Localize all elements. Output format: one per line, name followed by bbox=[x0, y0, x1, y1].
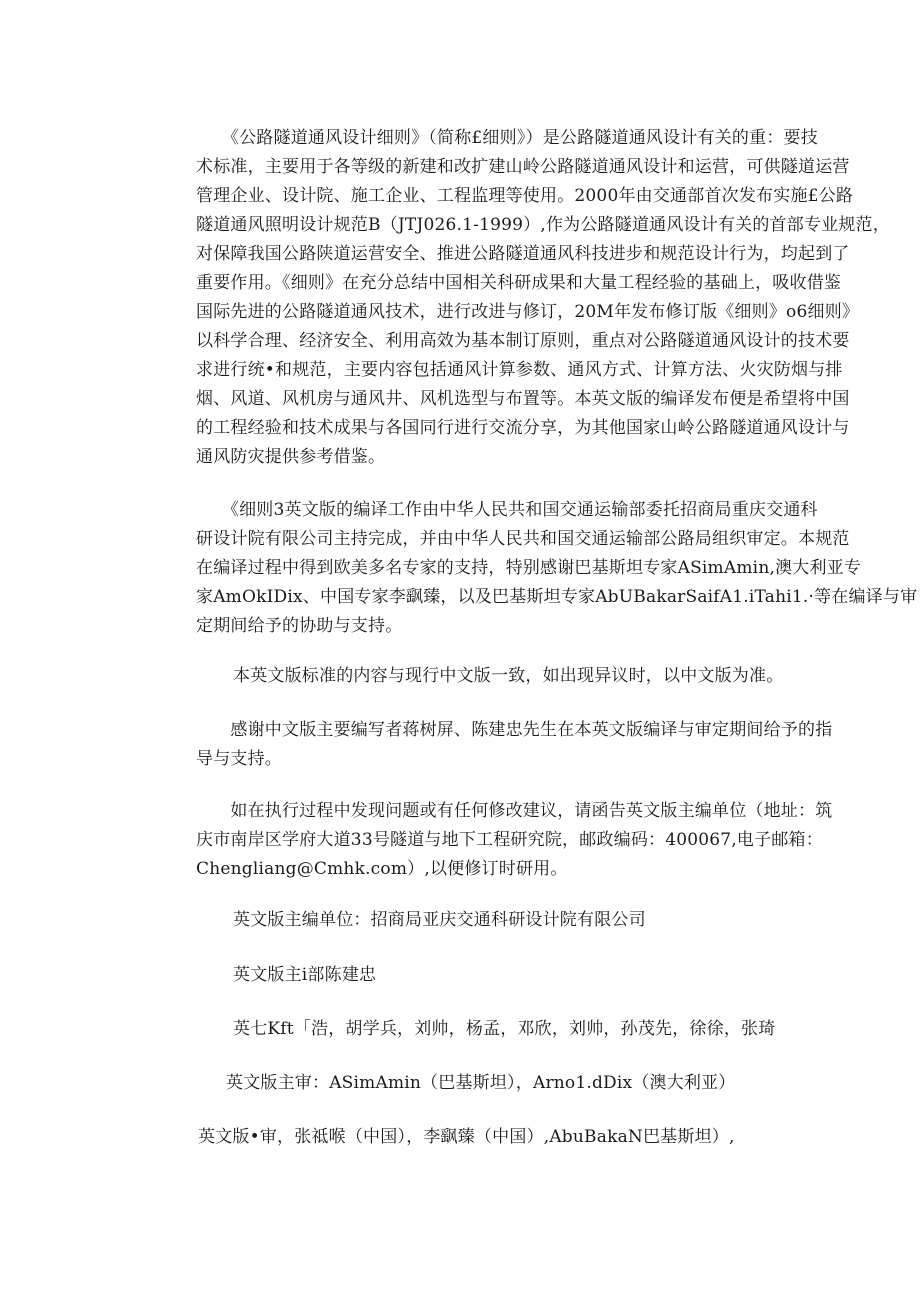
paragraph-consistency-note bbox=[233, 662, 783, 691]
text-line: 重要作用。《细则》在充分总结中国相关科研成果和大量工程经验的基础上，吸收借鉴 bbox=[196, 273, 842, 293]
text-line: 英文版主i部陈建忠 bbox=[233, 965, 377, 985]
text-line: 家AmOkIDix、中国专家李飖臻，以及巴基斯坦专家AbUBakarSaifA1.iTahi1.·等在编译与审 bbox=[196, 587, 918, 607]
text-line: 英文版•审，张祗喉（中国），李飖臻（中国）,AbuBakaN巴基斯坦）, bbox=[198, 1127, 735, 1147]
paragraph-introduction bbox=[196, 124, 890, 472]
text-line: 导与支持。 bbox=[196, 749, 282, 769]
paragraph-acknowledgement bbox=[196, 716, 844, 774]
text-line: 对保障我国公路陕道运营安全、推进公路隧道通风科技进步和规范设计行为，均起到了 bbox=[196, 244, 850, 264]
text-line: 以科学合理、经济安全、利用高效为基本制订原则，重点对公路隧道通风设计的技术要 bbox=[196, 331, 850, 351]
chief-editor bbox=[233, 961, 376, 990]
paragraph-contact-info bbox=[196, 797, 844, 884]
text-line: 国际先进的公路隧道通风技术，进行改进与修订，20M年发布修订版《细则》o6细则》 bbox=[196, 302, 860, 322]
text-line: 英文版主审：ASimAmin（巴基斯坦），Arno1.dDix（澳大利亚） bbox=[226, 1073, 736, 1093]
editors-list bbox=[233, 1015, 775, 1044]
text-line: 烟、风道、风机房与通风井、风机选型与布置等。本英文版的编译发布便是希望将中国 bbox=[196, 389, 850, 409]
text-line: 的工程经验和技术成果与各国同行进行交流分享，为其他国家山岭公路隧道通风设计与 bbox=[196, 418, 850, 438]
text-line: 隧道通风照明设计规范B（JTJ026.1-1999）,作为公路隧道通风设计有关的首部专业规范， bbox=[196, 215, 890, 235]
chief-reviewers bbox=[226, 1069, 736, 1098]
text-line: 术标准，主要用于各等级的新建和改扩建山岭公路隧道通风设计和运营，可供隧道运营 bbox=[196, 157, 850, 177]
text-line: 研设计院有限公司主持完成，并由中华人民共和国交通运输部公路局组织审定。本规范 bbox=[196, 529, 850, 549]
text-line: 求进行统•和规范，主要内容包括通风计算参数、通风方式、计算方法、火灾防烟与排 bbox=[196, 360, 843, 380]
text-line: 通风防灾提供参考借鉴。 bbox=[196, 447, 386, 467]
reviewers bbox=[198, 1123, 735, 1152]
text-line: 《公路隧道通风设计细则》（简称£细则》）是公路隧道通风设计有关的重：要技 bbox=[196, 128, 818, 148]
text-line: 如在执行过程中发现问题或有任何修改建议，请函告英文版主编单位（地址：筑 bbox=[196, 801, 833, 821]
text-line: 庆市南岸区学府大道33号隧道与地下工程研究院，邮政编码：400067,电子邮箱： bbox=[196, 830, 823, 850]
text-line: 感谢中文版主要编写者蒋树屏、陈建忠先生在本英文版编译与审定期间给予的指 bbox=[196, 720, 833, 740]
text-line: 定期间给予的协助与支持。 bbox=[196, 616, 403, 636]
text-line: Chengliang@Cmhk.com）,以便修订时研用。 bbox=[196, 859, 568, 879]
text-line: 英七Kft「浩，胡学兵，刘帅，杨孟，邓欣，刘帅，孙茂先，徐徐，张琦 bbox=[233, 1019, 776, 1039]
text-line: 管理企业、设计院、施工企业、工程监理等使用。2000年由交通部首次发布实施£公路 bbox=[196, 186, 854, 206]
chief-editor-unit bbox=[233, 906, 646, 935]
text-line: 在编译过程中得到欧美多名专家的支持，特别感谢巴基斯坦专家ASimAmin,澳大利亚专 bbox=[196, 558, 862, 578]
text-line: 本英文版标准的内容与现行中文版一致，如出现异议时，以中文版为准。 bbox=[233, 666, 784, 686]
text-line: 英文版主编单位：招商局亚庆交通科研设计院有限公司 bbox=[233, 910, 646, 930]
text-line: 《细则3英文版的编译工作由中华人民共和国交通运输部委托招商局重庆交通科 bbox=[196, 500, 818, 520]
paragraph-translation-credits bbox=[196, 496, 918, 641]
